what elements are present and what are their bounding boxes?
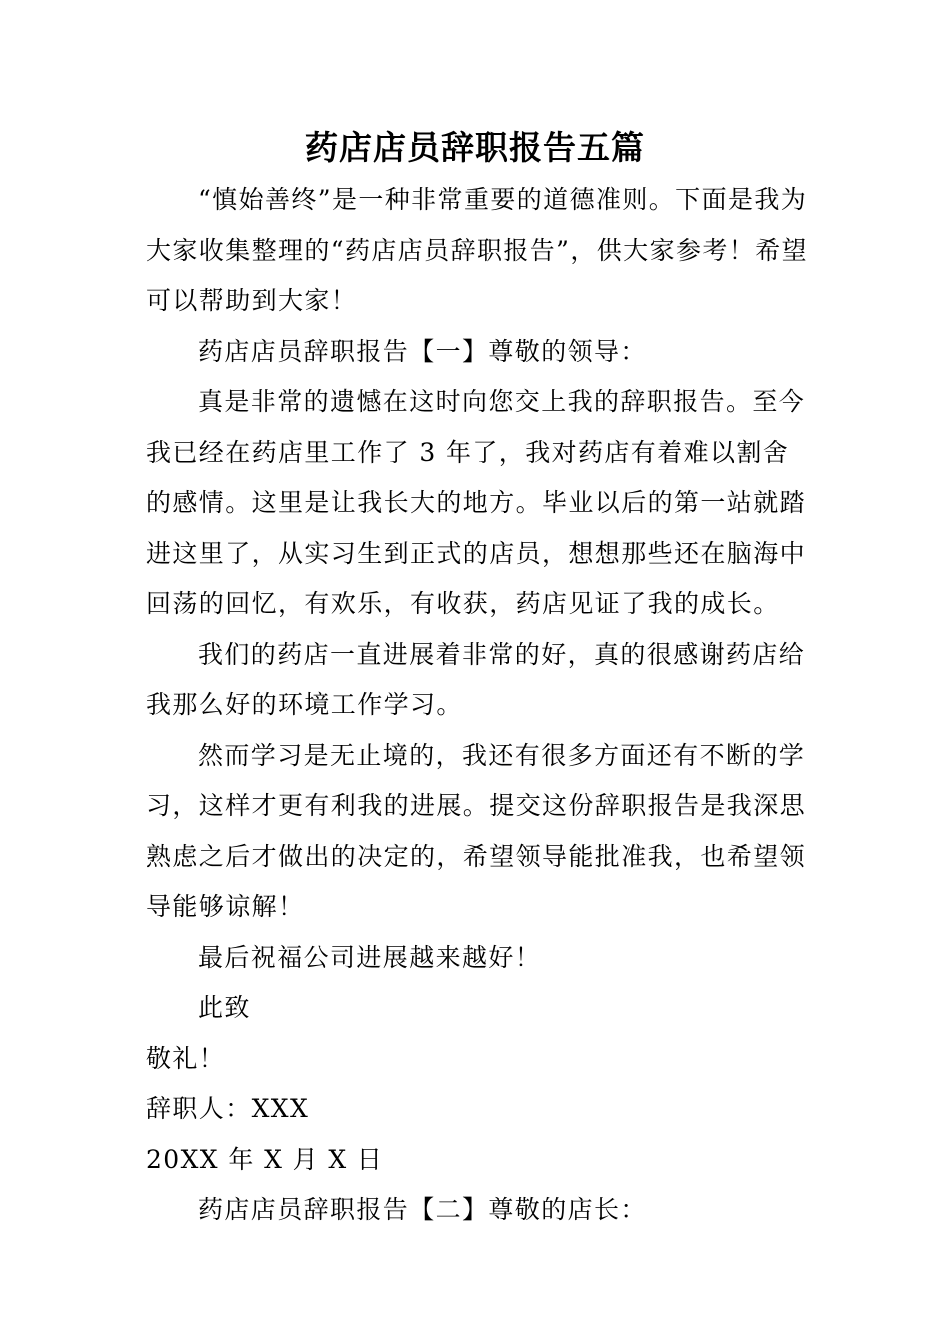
signature-line: 辞职人：XXX — [146, 1094, 310, 1123]
body-paragraph-2: 我们的药店一直进展着非常的好，真的很感谢药店给我那么好的环境工作学习。 — [146, 639, 806, 719]
body-paragraph-1: 真是非常的遗憾在这时向您交上我的辞职报告。至今我已经在药店里工作了 3 年了，我对药店有着难以割舍的感情。这里是让我长大的地方。毕业以后的第一站就踏进这里了，从实习生到正式的店员，想想那些还在脑海中回荡的回忆，有欢乐，有收获，药店见证了我的成长。 — [146, 387, 807, 618]
document-body — [146, 175, 808, 1236]
section-heading-1: 药店店员辞职报告【一】尊敬的领导： — [198, 336, 647, 366]
document-title: 药店店员辞职报告五篇 — [305, 128, 645, 167]
closing-line-1: 此致 — [198, 993, 251, 1022]
intro-paragraph: “慎始善终”是一种非常重要的道德准则。下面是我为大家收集整理的“药店店员辞职报告”，供大家参考！希望可以帮助到大家！ — [146, 185, 808, 315]
body-paragraph-3: 然而学习是无止境的，我还有很多方面还有不断的学习，这样才更有利我的进展。提交这份辞职报告是我深思熟虑之后才做出的决定的，希望领导能批准我，也希望领导能够谅解！ — [146, 740, 807, 921]
date-line: 20XX 年 X 月 X 日 — [146, 1144, 384, 1174]
body-paragraph-4: 最后祝福公司进展越来越好！ — [198, 942, 542, 972]
section-heading-2: 药店店员辞职报告【二】尊敬的店长： — [198, 1195, 647, 1224]
closing-line-2: 敬礼！ — [146, 1043, 226, 1073]
